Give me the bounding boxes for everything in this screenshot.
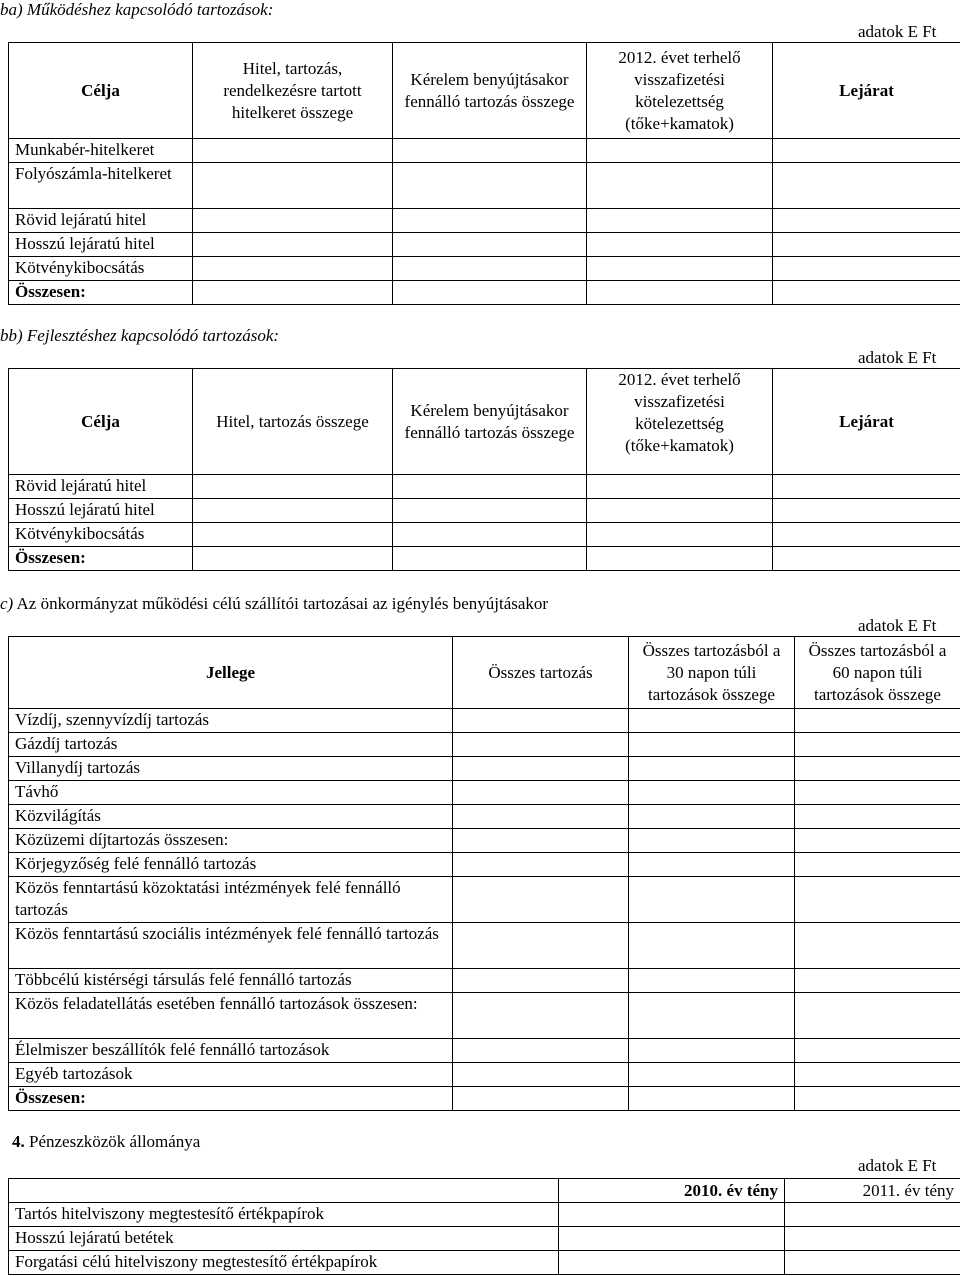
row-label: Közvilágítás	[9, 805, 453, 829]
table-row	[9, 1203, 960, 1227]
table-row	[9, 1227, 960, 1251]
input-cell[interactable]	[453, 1087, 629, 1111]
table-header-row	[9, 637, 960, 709]
input-cell[interactable]	[393, 475, 587, 499]
row-label: Távhő	[9, 781, 453, 805]
section-c-unit: adatok E Ft	[858, 616, 937, 635]
row-label: Körjegyzőség felé fennálló tartozás	[9, 853, 453, 877]
input-cell[interactable]	[629, 709, 795, 733]
row-label: Forgatási célú hitelviszony megtestesítő értékpapírok	[9, 1251, 559, 1275]
input-cell[interactable]	[587, 209, 773, 233]
input-cell[interactable]	[629, 969, 795, 993]
input-cell[interactable]	[773, 499, 960, 523]
section-bb-unit: adatok E Ft	[858, 348, 937, 367]
input-cell[interactable]	[629, 853, 795, 877]
section-ba-unit: adatok E Ft	[858, 22, 937, 41]
total-row	[9, 1087, 960, 1111]
input-cell[interactable]	[785, 1227, 960, 1251]
table-row	[9, 923, 960, 969]
input-cell[interactable]	[193, 233, 393, 257]
input-cell[interactable]	[773, 547, 960, 571]
row-label: Kötvénykibocsátás	[9, 523, 193, 547]
input-cell[interactable]	[629, 733, 795, 757]
row-label: Hosszú lejáratú hitel	[9, 499, 193, 523]
row-label: Munkabér-hitelkeret	[9, 139, 193, 163]
input-cell[interactable]	[393, 281, 587, 305]
input-cell[interactable]	[773, 257, 960, 281]
input-cell[interactable]	[393, 523, 587, 547]
table-row	[9, 757, 960, 781]
row-label: Folyószámla-hitelkeret	[9, 163, 193, 209]
header-celja: Célja	[9, 43, 193, 139]
input-cell[interactable]	[773, 523, 960, 547]
input-cell[interactable]	[587, 233, 773, 257]
input-cell[interactable]	[453, 805, 629, 829]
table-row	[9, 233, 960, 257]
input-cell[interactable]	[629, 1087, 795, 1111]
header-hitel: Hitel, tartozás, rendelkezésre tartott hitelkeret összege	[193, 43, 393, 139]
input-cell[interactable]	[795, 877, 960, 923]
input-cell[interactable]	[393, 233, 587, 257]
total-label: Összesen:	[9, 1087, 453, 1111]
input-cell[interactable]	[587, 281, 773, 305]
table-row	[9, 993, 960, 1039]
input-cell[interactable]	[795, 1063, 960, 1087]
input-cell[interactable]	[795, 923, 960, 969]
header-celja: Célja	[9, 369, 193, 475]
section-c-table	[8, 636, 960, 1111]
table-row	[9, 877, 960, 923]
header-30-napon-tuli: Összes tartozásból a 30 napon túli tartozások összege	[629, 637, 795, 709]
input-cell[interactable]	[785, 1203, 960, 1227]
section-ba-prefix: ba)	[0, 0, 23, 19]
table-row	[9, 209, 960, 233]
table-row	[9, 969, 960, 993]
input-cell[interactable]	[453, 709, 629, 733]
row-label: Hosszú lejáratú betétek	[9, 1227, 559, 1251]
input-cell[interactable]	[795, 993, 960, 1039]
input-cell[interactable]	[773, 139, 960, 163]
table-row	[9, 1063, 960, 1087]
input-cell[interactable]	[453, 1063, 629, 1087]
row-label: Többcélú kistérségi társulás felé fennálló tartozás	[9, 969, 453, 993]
table-row	[9, 475, 960, 499]
input-cell[interactable]	[453, 969, 629, 993]
row-label: Vízdíj, szennyvízdíj tartozás	[9, 709, 453, 733]
input-cell[interactable]	[795, 781, 960, 805]
row-label: Rövid lejáratú hitel	[9, 475, 193, 499]
row-label: Tartós hitelviszony megtestesítő értékpapírok	[9, 1203, 559, 1227]
input-cell[interactable]	[453, 923, 629, 969]
table-row	[9, 1251, 960, 1275]
input-cell[interactable]	[453, 1039, 629, 1063]
row-label: Közös fenntartású szociális intézmények felé fennálló tartozás	[9, 923, 453, 969]
row-label: Élelmiszer beszállítók felé fennálló tartozások	[9, 1039, 453, 1063]
input-cell[interactable]	[587, 163, 773, 209]
header-visszafizetes: 2012. évet terhelő visszafizetési kötelezettség (tőke+kamatok)	[587, 369, 773, 475]
input-cell[interactable]	[193, 163, 393, 209]
section-bb-title: Fejlesztéshez kapcsolódó tartozások:	[26, 326, 280, 345]
row-label: Kötvénykibocsátás	[9, 257, 193, 281]
table-row	[9, 523, 960, 547]
input-cell[interactable]	[393, 499, 587, 523]
table-row	[9, 1039, 960, 1063]
table-row	[9, 829, 960, 853]
input-cell[interactable]	[453, 781, 629, 805]
input-cell[interactable]	[795, 757, 960, 781]
row-label: Villanydíj tartozás	[9, 757, 453, 781]
input-cell[interactable]	[559, 1227, 785, 1251]
input-cell[interactable]	[795, 829, 960, 853]
input-cell[interactable]	[393, 257, 587, 281]
input-cell[interactable]	[795, 805, 960, 829]
input-cell[interactable]	[795, 1039, 960, 1063]
input-cell[interactable]	[193, 499, 393, 523]
input-cell[interactable]	[393, 209, 587, 233]
table-row	[9, 781, 960, 805]
input-cell[interactable]	[629, 1063, 795, 1087]
input-cell[interactable]	[629, 829, 795, 853]
input-cell[interactable]	[193, 257, 393, 281]
input-cell[interactable]	[629, 781, 795, 805]
section-bb-heading	[0, 326, 279, 346]
section-4-heading	[12, 1132, 200, 1152]
total-row	[9, 547, 960, 571]
input-cell[interactable]	[773, 475, 960, 499]
input-cell[interactable]	[193, 475, 393, 499]
header-lejarat: Lejárat	[773, 369, 960, 475]
input-cell[interactable]	[193, 139, 393, 163]
section-ba-heading	[0, 0, 273, 20]
input-cell[interactable]	[193, 281, 393, 305]
input-cell[interactable]	[453, 829, 629, 853]
header-2010: 2010. év tény	[559, 1179, 785, 1203]
header-visszafizetes: 2012. évet terhelő visszafizetési kötelezettség (tőke+kamatok)	[587, 43, 773, 139]
input-cell[interactable]	[393, 547, 587, 571]
input-cell[interactable]	[629, 1039, 795, 1063]
input-cell[interactable]	[453, 993, 629, 1039]
input-cell[interactable]	[795, 1087, 960, 1111]
input-cell[interactable]	[629, 877, 795, 923]
header-kerelem: Kérelem benyújtásakor fennálló tartozás összege	[393, 369, 587, 475]
header-lejarat: Lejárat	[773, 43, 960, 139]
section-c-title: Az önkormányzat működési célú szállítói tartozásai az igénylés benyújtásakor	[16, 594, 549, 613]
total-row	[9, 281, 960, 305]
total-label: Összesen:	[9, 281, 193, 305]
table-row	[9, 163, 960, 209]
input-cell[interactable]	[453, 853, 629, 877]
input-cell[interactable]	[193, 209, 393, 233]
row-label: Hosszú lejáratú hitel	[9, 233, 193, 257]
row-label: Rövid lejáratú hitel	[9, 209, 193, 233]
header-empty	[9, 1179, 559, 1203]
row-label: Közüzemi díjtartozás összesen:	[9, 829, 453, 853]
input-cell[interactable]	[559, 1203, 785, 1227]
table-row	[9, 733, 960, 757]
header-hitel: Hitel, tartozás összege	[193, 369, 393, 475]
row-label: Közös feladatellátás esetében fennálló tartozások összesen:	[9, 993, 453, 1039]
input-cell[interactable]	[453, 733, 629, 757]
input-cell[interactable]	[587, 257, 773, 281]
header-jellege: Jellege	[9, 637, 453, 709]
table-header-row	[9, 1179, 960, 1203]
input-cell[interactable]	[795, 853, 960, 877]
table-row	[9, 709, 960, 733]
header-2011: 2011. év tény	[785, 1179, 960, 1203]
input-cell[interactable]	[795, 733, 960, 757]
row-label: Egyéb tartozások	[9, 1063, 453, 1087]
table-row	[9, 257, 960, 281]
table-header-row	[9, 43, 960, 139]
total-label: Összesen:	[9, 547, 193, 571]
section-c-prefix: c)	[0, 594, 14, 613]
section-ba-title: Működéshez kapcsolódó tartozások:	[26, 0, 274, 19]
input-cell[interactable]	[393, 163, 587, 209]
section-ba-table	[8, 42, 960, 305]
section-4-unit: adatok E Ft	[858, 1156, 937, 1175]
input-cell[interactable]	[773, 281, 960, 305]
header-osszes-tartozas: Összes tartozás	[453, 637, 629, 709]
header-60-napon-tuli: Összes tartozásból a 60 napon túli tartozások összege	[795, 637, 960, 709]
input-cell[interactable]	[629, 757, 795, 781]
input-cell[interactable]	[785, 1251, 960, 1275]
row-label: Közös fenntartású közoktatási intézmények felé fennálló tartozás	[9, 877, 453, 923]
section-4-table	[8, 1178, 960, 1275]
row-label: Gázdíj tartozás	[9, 733, 453, 757]
section-bb-table	[8, 368, 960, 571]
input-cell[interactable]	[587, 499, 773, 523]
table-row	[9, 853, 960, 877]
input-cell[interactable]	[587, 523, 773, 547]
table-row	[9, 805, 960, 829]
input-cell[interactable]	[453, 757, 629, 781]
input-cell[interactable]	[773, 163, 960, 209]
input-cell[interactable]	[587, 475, 773, 499]
input-cell[interactable]	[559, 1251, 785, 1275]
input-cell[interactable]	[193, 547, 393, 571]
input-cell[interactable]	[795, 969, 960, 993]
table-row	[9, 139, 960, 163]
input-cell[interactable]	[193, 523, 393, 547]
input-cell[interactable]	[629, 993, 795, 1039]
input-cell[interactable]	[453, 877, 629, 923]
section-4-number: 4.	[12, 1132, 25, 1151]
input-cell[interactable]	[393, 139, 587, 163]
input-cell[interactable]	[773, 233, 960, 257]
input-cell[interactable]	[629, 805, 795, 829]
input-cell[interactable]	[629, 923, 795, 969]
input-cell[interactable]	[795, 709, 960, 733]
section-4-title: Pénzeszközök állománya	[29, 1132, 201, 1151]
table-header-row	[9, 369, 960, 475]
input-cell[interactable]	[773, 209, 960, 233]
input-cell[interactable]	[587, 139, 773, 163]
section-c-heading	[0, 594, 548, 614]
table-row	[9, 499, 960, 523]
section-bb-prefix: bb)	[0, 326, 23, 345]
header-kerelem: Kérelem benyújtásakor fennálló tartozás összege	[393, 43, 587, 139]
input-cell[interactable]	[587, 547, 773, 571]
